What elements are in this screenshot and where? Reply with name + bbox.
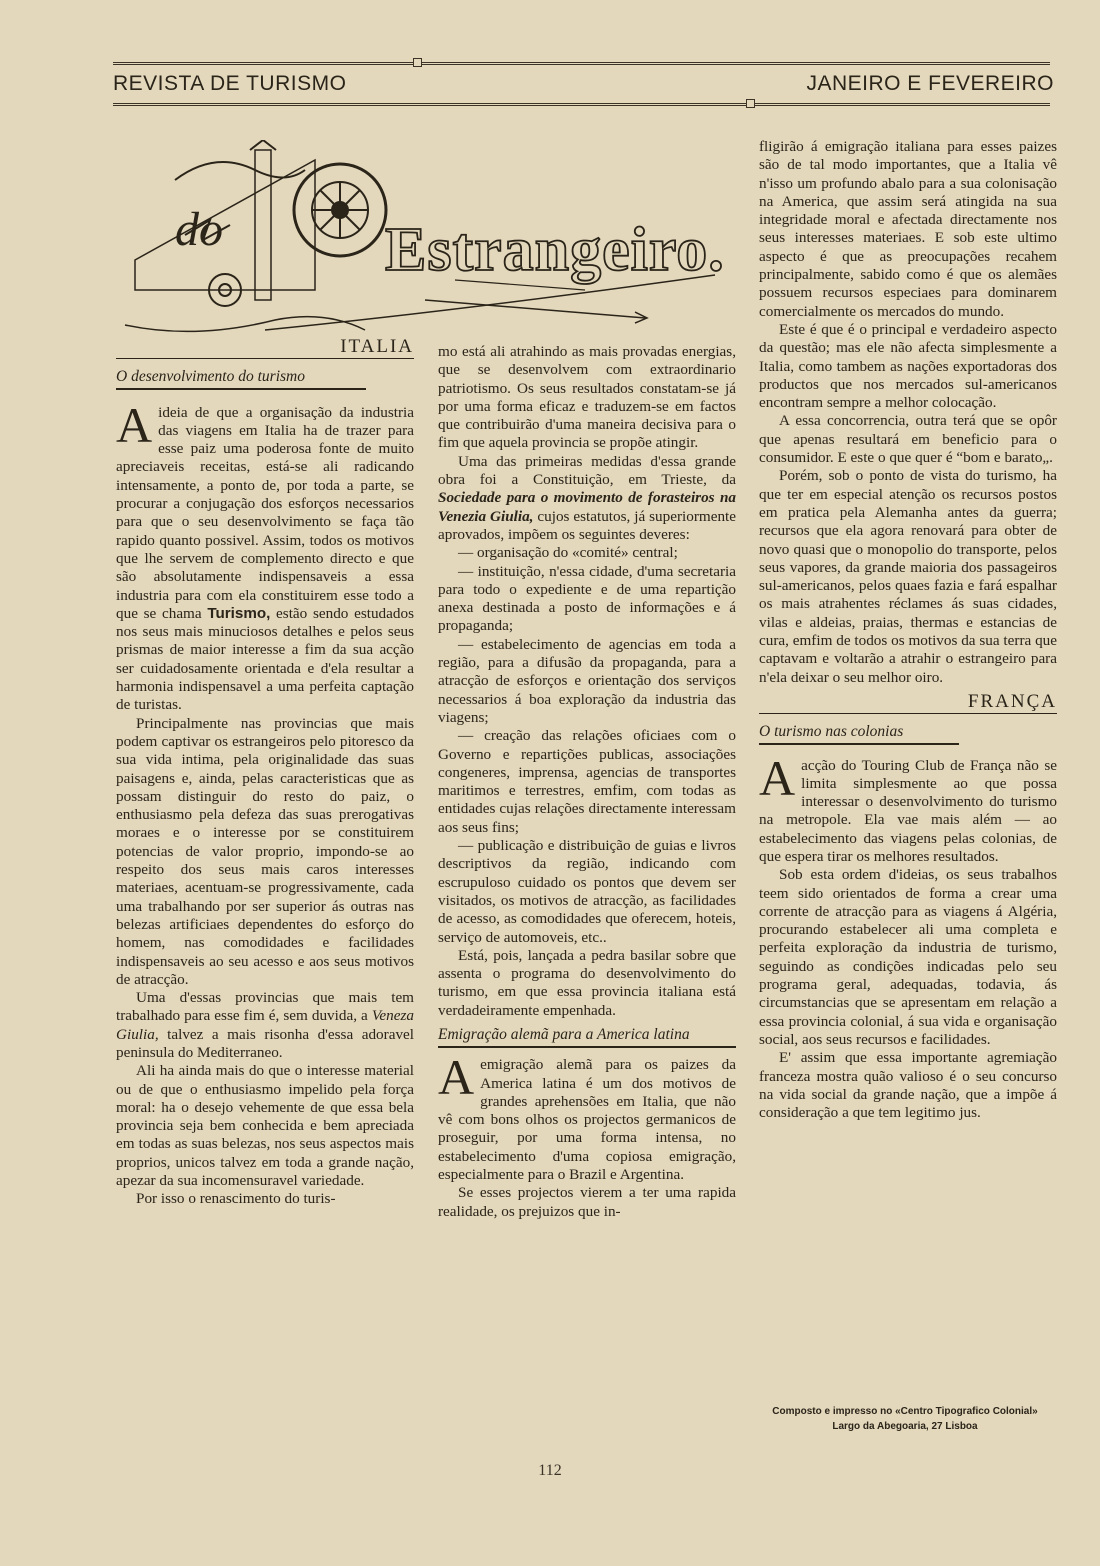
paragraph: fligirão á emigração italiana para esses paizes são de tal modo importantes, que a Italia vê n'isso um profundo abalo para a sua colonisação na America, que assim será atingida na sua integridade moral e afectada directamente nos seus interesses materiaes. E sob este ultimo aspecto é que as preocupações recahem principalmente, sabido como é que os alemães possuem recursos especiaes para dominarem comercialmente os mercados do mundo. — [759, 138, 1057, 320]
title-word-main: Estrangeiro. — [385, 216, 725, 284]
emphasis-sociedade: Sociedade para o movimento de forasteiros na Venezia Giulia, — [438, 489, 736, 525]
paragraph-text: cujos estatutos, já superiormente aprovados, impõem os seguintes deveres: — [438, 507, 736, 543]
paragraph: Porém, sob o ponto de vista do turismo, ha que ter em especial atenção os recursos postos em pratica pela Alemanha antes da guerra; recursos que ela agora renovará para obter de novo quasi que o monopolio do transporte, pelos seus vapores, da grande maioria dos passageiros sul-americanos, pelos quaes fazia e fará espalhar os mais atrahentes réclames ás suas cidades, vilas e aldeias, praias, thermas e estancias de cura, emfim de todos os motivos da sua terra que captavam e voltarão a atrahir o estrangeiro para n'ela deixar o seu melhor oiro. — [759, 467, 1057, 686]
emphasis-turismo: Turismo, — [207, 604, 271, 622]
drop-cap: A — [438, 1049, 475, 1106]
paragraph — [116, 396, 414, 715]
subheading-desenvolvimento: O desenvolvimento do turismo — [116, 368, 366, 389]
list-item: — estabelecimento de agencias em toda a região, para a difusão da propaganda, para a atracção de esforços e orientação dos serviços necessarios á boa exploração da industria das viagens; — [438, 635, 736, 726]
list-item: — creação das relações oficiaes com o Governo e repartições publicas, associações congeneres, imprensa, agencias de transportes maritimos e terrestres, emfim, com todas as entidades cujas relações directamente interessam aos seus fins; — [438, 727, 736, 836]
paragraph-text: ideia de que a organisação da industria das viagens em Italia ha de trazer para esse paiz uma poderosa fonte de muito apreciaveis receitas, está-se ali radicando intensamente, a ponto de, por toda a parte, se procurar a conjugação dos esforços necessarios para que o seu desenvolvimento se faça tão rapido quanto possivel. Assim, todos os motivos que lhe servem de complemento directo e que são absolutamente indispensaveis a essa industria para com ela constituirem esse todo a que se chama — [116, 403, 414, 622]
paragraph-text: talvez a mais risonha d'essa adoravel peninsula do Mediterraneo. — [116, 1025, 414, 1061]
paragraph: Este é que é o principal e verdadeiro aspecto da questão; mas ele não afecta simplesmente a Italia, como tambem as nações exportadoras dos productos que nos mercados sul-americanos encontram sempre a melhor colocação. — [759, 320, 1057, 412]
paragraph: Se esses projectos vierem a ter uma rapida realidade, os prejuizos que in- — [438, 1184, 736, 1220]
column-3 — [759, 138, 1057, 1122]
subheading-colonias: O turismo nas colonias — [759, 723, 959, 744]
paragraph: Está, pois, lançada a pedra basilar sobre que assenta o programa do desenvolvimento do turismo, em que essa provincia italiana está verdadeiramente empenhada. — [438, 946, 736, 1019]
emphasis-veneza: Veneza Giulia, — [116, 1007, 414, 1043]
paragraph — [116, 989, 414, 1062]
paragraph: Principalmente nas provincias que mais podem captivar os estrangeiros pelo pitoresco da sua vida intima, pela originalidade das suas paisagens e, ainda, pelas caracteristicas que as possam distinguir do resto do paiz, o enthusiasmo pela defeza das suas prerogativas moraes e o interesse por se constituirem potencias de valor proprio, impondo-se ao respeito dos seus mais caros interesses materiaes, acentuam-se progressivamente, cada uma trabalhando por ser superior ás outras nas belezas artificiaes dependentes do esforço do homem, nas comodidades e facilidades indispensaveis ao seu acesso e aos seus motivos de atracção. — [116, 714, 414, 988]
paragraph-text: estão sendo estudados nos seus mais minuciosos detalhes e pelos seus prismas de maior interesse a fim da sua acção ser cuidadosamente orientada e d'ela resultar a harmonia indispensavel a uma perfeita captação de turistas. — [116, 604, 414, 714]
paragraph — [438, 453, 736, 544]
column-1 — [116, 338, 414, 1209]
header-top-rule — [113, 62, 1050, 65]
header-bottom-ornament — [746, 99, 755, 108]
column-2 — [438, 343, 736, 1221]
page-number: 112 — [538, 1462, 562, 1479]
paragraph: Por isso o renascimento do turis- — [136, 1190, 336, 1208]
paragraph: A essa concorrencia, outra terá que se opôr que apenas resultará em beneficio para o consumidor. E este o que quer é “bom e barato„. — [759, 412, 1057, 467]
paragraph: Ali ha ainda mais do que o interesse material ou de que o enthusiasmo impelido pela força moral: ha o desejo vehemente de que essa bela provincia seja bem conhecida e bem apreciada em todas as suas belezas, nos seus aspectos mais proprios, unicos talvez em toda a grande nação, apezar da sua incomensuravel variedade. — [116, 1062, 414, 1190]
paragraph — [438, 1049, 736, 1184]
drop-cap: A — [759, 749, 796, 806]
title-illustration — [115, 140, 735, 340]
paragraph-text: acção do Touring Club de França não se limita simplesmente ao que possa interessar o desenvolvimento do turismo na metropole. Ela vae mais além — ao estabelecimento das viagens pelas colonias, de que espera tirar os melhores resultados. — [759, 756, 1057, 865]
imprint-line: Composto e impresso no «Centro Tipografico Colonial» — [772, 1406, 1038, 1417]
header-top-ornament — [413, 58, 422, 67]
paragraph-text: Uma d'essas provincias que mais tem trabalhado para esse fim é, sem duvida, a — [116, 989, 414, 1025]
header-bottom-rule — [113, 103, 1050, 106]
title-word-do: do — [175, 203, 223, 256]
paragraph-text: Uma das primeiras medidas d'essa grande obra foi a Constituição, em Trieste, da — [438, 452, 736, 489]
imprint-line: Largo da Abegoaria, 27 Lisboa — [832, 1421, 978, 1432]
subheading-emigracao: Emigração alemã para a America latina — [438, 1026, 736, 1048]
section-heading-franca: FRANÇA — [759, 693, 1057, 714]
paragraph: E' assim que essa importante agremiação franceza mostra quão valioso é o seu concurso na vida social da grande nação, que a impõe á consideração a que tem legitimo jus. — [759, 1049, 1057, 1122]
paragraph: mo está ali atrahindo as mais provadas energias, que se desenvolvem com extraordinario patriotismo. Os seus resultados constatam-se já por uma forma eficaz e traduzem-se em factos que contribuirão d'uma maneira decisiva para o fim que aquela provincia se propõe atingir. — [438, 343, 736, 452]
list-item: — instituição, n'essa cidade, d'uma secretaria para todo o expediente e de uma repartição anexa destinada a posto de informações e á propaganda; — [438, 562, 736, 635]
issue-date: JANEIRO E FEVEREIRO — [806, 72, 1054, 95]
section-heading-italia: ITALIA — [116, 338, 414, 359]
list-item: — organisação do «comité» central; — [458, 544, 678, 562]
paragraph: Sob esta ordem d'ideias, os seus trabalhos teem sido orientados de forma a crear uma corrente de atracção para as viagens á Algéria, procurando estabelecer ali uma completa e perfeita exploração da industria de turismo, seguindo as condições indicadas pelo seu programa geral, adequadas, todavia, ás circumstancias que se apresentam em relação a essa provincia colonial, á sua vida e organisação social, aos seus recursos e facilidades. — [759, 866, 1057, 1048]
paragraph — [759, 749, 1057, 867]
printer-imprint — [760, 1404, 1050, 1434]
list-item: — publicação e distribuição de guias e livros descriptivos da região, indicando com escrupuloso cuidado os pontos que devem ser visitados, os motivos de atracção, as facilidades de acesso, as comodidades que oferecem, hoteis, serviço de automoveis, etc.. — [438, 837, 736, 946]
paragraph-text: emigração alemã para os paizes da America latina é um dos motivos de grandes aprehensões em Italia, que não vê com bons olhos os projectos germanicos de proseguir, por uma forma intensa, no estabelecimento d'uma copiosa emigração, especialmente para o Brazil e Argentina. — [438, 1056, 736, 1184]
magazine-title: REVISTA DE TURISMO — [113, 72, 347, 95]
drop-cap: A — [116, 396, 153, 453]
